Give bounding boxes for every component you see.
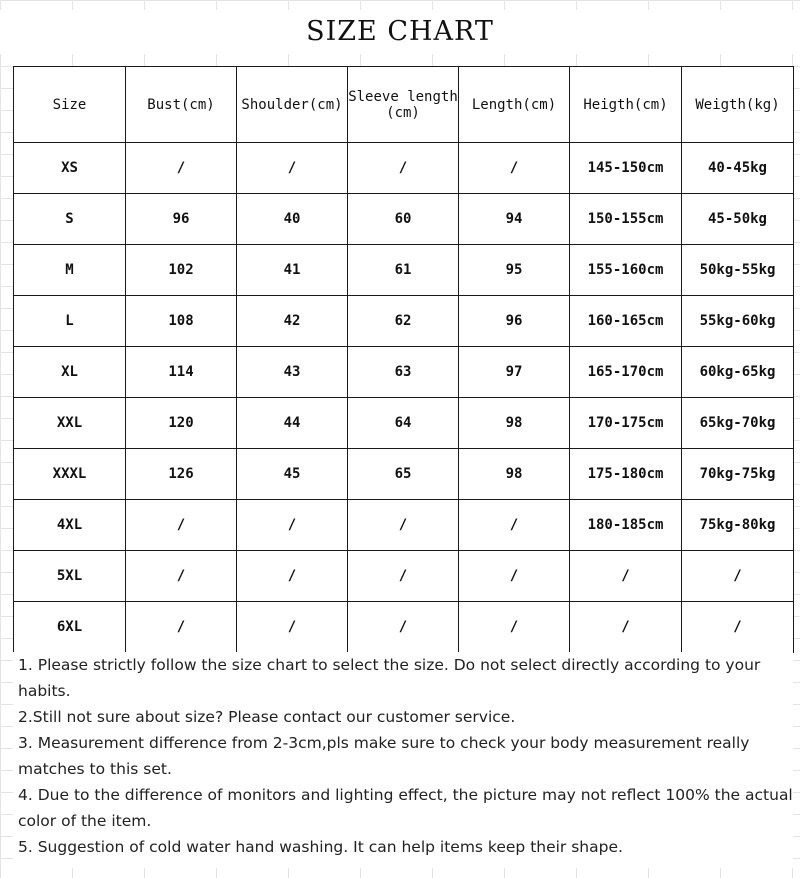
cell-shoulder: 45: [237, 449, 348, 500]
cell-weight: 70kg-75kg: [682, 449, 794, 500]
cell-bust: 120: [126, 398, 237, 449]
cell-shoulder: /: [237, 143, 348, 194]
cell-sleeve-length: 61: [348, 245, 459, 296]
note-item: 1. Please strictly follow the size chart to select the size. Do not select directly according to your habits.: [18, 656, 761, 700]
cell-shoulder: 44: [237, 398, 348, 449]
table-row: [14, 296, 794, 347]
cell-sleeve-length: /: [348, 602, 459, 653]
cell-size: 6XL: [14, 602, 126, 653]
cell-shoulder: /: [237, 602, 348, 653]
cell-length: 97: [459, 347, 570, 398]
cell-height: 145-150cm: [570, 143, 682, 194]
cell-weight: /: [682, 602, 794, 653]
cell-bust: 126: [126, 449, 237, 500]
cell-weight: 40-45kg: [682, 143, 794, 194]
table-row: [14, 602, 794, 653]
cell-sleeve-length: 62: [348, 296, 459, 347]
cell-sleeve-length: 60: [348, 194, 459, 245]
cell-length: /: [459, 602, 570, 653]
cell-weight: 65kg-70kg: [682, 398, 794, 449]
cell-sleeve-length: /: [348, 551, 459, 602]
cell-size: XXXL: [14, 449, 126, 500]
cell-sleeve-length: 65: [348, 449, 459, 500]
page-title: SIZE CHART: [0, 10, 800, 54]
cell-size: 4XL: [14, 500, 126, 551]
cell-size: S: [14, 194, 126, 245]
table-row: [14, 143, 794, 194]
cell-bust: 114: [126, 347, 237, 398]
table-row: [14, 449, 794, 500]
cell-length: /: [459, 500, 570, 551]
cell-shoulder: 40: [237, 194, 348, 245]
cell-height: 160-165cm: [570, 296, 682, 347]
cell-height: 165-170cm: [570, 347, 682, 398]
cell-weight: 75kg-80kg: [682, 500, 794, 551]
cell-sleeve-length: /: [348, 500, 459, 551]
cell-size: L: [14, 296, 126, 347]
cell-length: 96: [459, 296, 570, 347]
table-row: [14, 398, 794, 449]
cell-height: 175-180cm: [570, 449, 682, 500]
cell-weight: 60kg-65kg: [682, 347, 794, 398]
cell-size: 5XL: [14, 551, 126, 602]
cell-bust: /: [126, 143, 237, 194]
header-size: Size: [14, 67, 126, 143]
cell-height: /: [570, 551, 682, 602]
cell-weight: 45-50kg: [682, 194, 794, 245]
header-height: Heigth(cm): [570, 67, 682, 143]
cell-length: 95: [459, 245, 570, 296]
header-length: Length(cm): [459, 67, 570, 143]
header-weight: Weigth(kg): [682, 67, 794, 143]
cell-bust: /: [126, 500, 237, 551]
cell-size: XXL: [14, 398, 126, 449]
note-item: 4. Due to the difference of monitors and lighting effect, the picture may not reflect 100% the actual color of the item.: [18, 786, 793, 830]
table-row: [14, 551, 794, 602]
cell-height: 170-175cm: [570, 398, 682, 449]
cell-height: 150-155cm: [570, 194, 682, 245]
cell-bust: 96: [126, 194, 237, 245]
cell-height: 155-160cm: [570, 245, 682, 296]
cell-shoulder: 43: [237, 347, 348, 398]
cell-length: /: [459, 143, 570, 194]
cell-shoulder: /: [237, 500, 348, 551]
table-row: [14, 194, 794, 245]
header-bust: Bust(cm): [126, 67, 237, 143]
header-shoulder: Shoulder(cm): [237, 67, 348, 143]
cell-sleeve-length: 63: [348, 347, 459, 398]
cell-weight: 55kg-60kg: [682, 296, 794, 347]
cell-shoulder: /: [237, 551, 348, 602]
header-sleeve-length: Sleeve length (cm): [348, 67, 459, 143]
cell-shoulder: 41: [237, 245, 348, 296]
table-row: [14, 500, 794, 551]
header-row: [14, 67, 794, 143]
table-row: [14, 245, 794, 296]
cell-bust: 108: [126, 296, 237, 347]
cell-length: 98: [459, 398, 570, 449]
cell-bust: /: [126, 602, 237, 653]
cell-length: 98: [459, 449, 570, 500]
cell-sleeve-length: /: [348, 143, 459, 194]
cell-size: M: [14, 245, 126, 296]
cell-size: XS: [14, 143, 126, 194]
size-table: [13, 66, 794, 653]
cell-bust: 102: [126, 245, 237, 296]
note-item: 5. Suggestion of cold water hand washing. It can help items keep their shape.: [18, 838, 623, 856]
cell-weight: 50kg-55kg: [682, 245, 794, 296]
cell-sleeve-length: 64: [348, 398, 459, 449]
cell-length: /: [459, 551, 570, 602]
cell-length: 94: [459, 194, 570, 245]
table-row: [14, 347, 794, 398]
cell-bust: /: [126, 551, 237, 602]
cell-height: 180-185cm: [570, 500, 682, 551]
cell-size: XL: [14, 347, 126, 398]
note-item: 3. Measurement difference from 2-3cm,pls make sure to check your body measurement really matches to this set.: [18, 734, 750, 778]
cell-weight: /: [682, 551, 794, 602]
cell-height: /: [570, 602, 682, 653]
cell-shoulder: 42: [237, 296, 348, 347]
note-item: 2.Still not sure about size? Please contact our customer service.: [18, 708, 516, 726]
notes: [13, 652, 793, 868]
